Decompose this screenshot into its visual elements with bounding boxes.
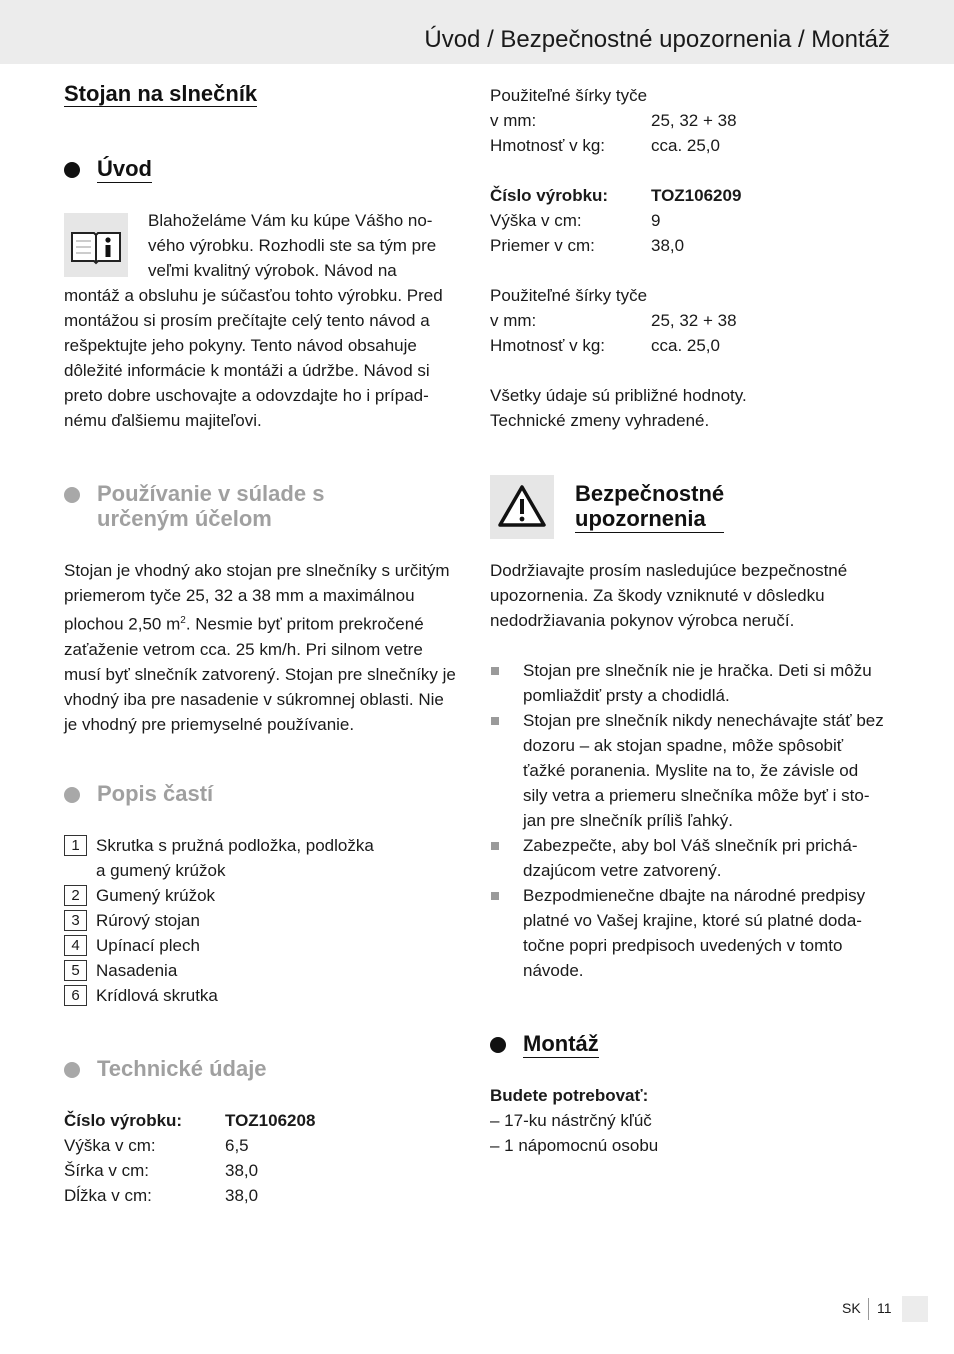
intro-line: preto dobre uschovajte a odovzdajte ho i prípad- xyxy=(64,386,429,405)
bullet-line: pomliaždiť prsty a chodidlá. xyxy=(523,686,730,705)
usage-heading-text xyxy=(97,481,324,531)
tech-value: TOZ106209 xyxy=(651,186,742,205)
assembly-needs xyxy=(490,1083,890,1158)
tech-value: 25, 32 + 38 xyxy=(651,111,737,130)
tech-product-1 xyxy=(64,1108,464,1208)
assembly-heading-text: Montáž xyxy=(523,1031,599,1056)
bullet-line: platné vo Vašej krajine, ktoré sú platné doda- xyxy=(523,911,862,930)
safety-heading-line: Bezpečnostné xyxy=(575,481,725,506)
tech-key: Hmotnosť v kg: xyxy=(490,136,606,155)
part-item xyxy=(64,983,464,1008)
section-dot xyxy=(64,487,80,503)
intro-line: rešpektujte jeho pokyny. Tento návod obsahuje xyxy=(64,336,417,355)
tech-row xyxy=(490,208,890,233)
bullet-square-icon xyxy=(491,717,499,725)
section-dot xyxy=(64,162,80,178)
part-label: a gumený krúžok xyxy=(96,861,226,880)
intro-line: nému ďalšiemu majiteľovi. xyxy=(64,411,262,430)
safety-intro-line: Dodržiavajte prosím nasledujúce bezpečnostné xyxy=(490,561,848,580)
assembly-heading xyxy=(490,1031,599,1058)
usage-line: Stojan je vhodný ako stojan pre slnečníky s určitým xyxy=(64,561,450,580)
part-item xyxy=(64,933,464,958)
usage-line: vhodný iba pre nasadenie v súkromnej oblasti. Nie xyxy=(64,689,444,709)
tech-usable-label: Použiteľné šírky tyče xyxy=(490,86,648,105)
bullet-line: Bezpodmienečne dbajte na národné predpisy xyxy=(523,886,866,905)
doc-title: Stojan na slnečník xyxy=(64,81,258,106)
part-item xyxy=(64,908,464,933)
part-number: 5 xyxy=(64,960,87,981)
bullet-line: návode. xyxy=(523,961,584,980)
tech-row xyxy=(490,308,890,333)
tech-value: cca. 25,0 xyxy=(651,336,720,355)
tech-key: v mm: xyxy=(490,111,537,130)
part-number: 2 xyxy=(64,885,87,906)
tech-product-2 xyxy=(490,183,890,258)
safety-intro xyxy=(490,558,890,633)
safety-intro-line: nedodržiavania pokynov výrobca neručí. xyxy=(490,611,795,630)
safety-intro-line: upozornenia. Za škody vzniknuté v dôsledku xyxy=(490,586,825,605)
tech-note xyxy=(490,383,890,433)
safety-heading xyxy=(575,481,724,533)
safety-bullet xyxy=(490,708,890,833)
assembly-need-item: – 17-ku nástrčný kľúč xyxy=(490,1111,652,1130)
parts-heading-text: Popis častí xyxy=(97,781,214,806)
tech-row xyxy=(490,233,890,258)
tech-row xyxy=(490,133,890,158)
tech-key: Dĺžka v cm: xyxy=(64,1186,152,1205)
tech-heading-text: Technické údaje xyxy=(97,1056,267,1081)
usage-line: musí byť slnečník zatvorený. Stojan pre slnečníky je xyxy=(64,664,456,684)
usage-line: priemerom tyče 25, 32 a 38 mm a maximálnou xyxy=(64,586,415,605)
tech-note-line: Všetky údaje sú približné hodnoty. xyxy=(490,386,747,405)
tech-product-number xyxy=(64,1108,464,1133)
part-item xyxy=(64,833,464,883)
part-number: 1 xyxy=(64,835,87,856)
tech-value: 38,0 xyxy=(651,236,685,255)
safety-heading-text xyxy=(575,481,724,533)
header-title: Úvod / Bezpečnostné upozornenia / Montáž xyxy=(424,26,890,53)
footer-language: SK xyxy=(842,1300,861,1316)
intro-line: veľmi kvalitný výrobok. Návod na xyxy=(148,261,397,280)
tech-key: Číslo výrobku: xyxy=(64,1111,183,1130)
safety-bullets xyxy=(490,658,890,983)
part-item xyxy=(64,883,464,908)
tech-key: Hmotnosť v kg: xyxy=(490,336,606,355)
part-label: Gumený krúžok xyxy=(96,886,216,905)
assembly-need-item: – 1 nápomocnú osobu xyxy=(490,1136,659,1155)
part-label: Upínací plech xyxy=(96,936,200,955)
safety-bullet xyxy=(490,833,890,883)
usage-line xyxy=(64,608,464,637)
usage-text xyxy=(64,558,464,737)
intro-line: montáž a obsluhu je súčasťou tohto výrobku. Pred xyxy=(64,286,443,305)
warning-triangle-icon xyxy=(490,475,554,539)
bullet-line: jan pre slnečník príliš ľahký. xyxy=(523,811,733,830)
tech-value: cca. 25,0 xyxy=(651,136,720,155)
part-number: 3 xyxy=(64,910,87,931)
tech-value: 6,5 xyxy=(225,1136,249,1155)
tech-key: Výška v cm: xyxy=(490,211,582,230)
usage-area-rest: . Nesmie byť pritom prekročené xyxy=(185,614,424,634)
info-book-icon xyxy=(64,213,128,277)
footer-separator xyxy=(868,1298,869,1320)
bullet-square-icon xyxy=(491,667,499,675)
tech-key: Priemer v cm: xyxy=(490,236,595,255)
bullet-line: Stojan pre slnečník nikdy nenechávajte stáť bez xyxy=(523,711,884,730)
part-number: 4 xyxy=(64,935,87,956)
usage-area: plochou 2,50 m xyxy=(64,614,181,634)
usage-heading-line: určeným účelom xyxy=(97,506,272,531)
part-number: 6 xyxy=(64,985,87,1006)
assembly-needs-label: Budete potrebovať: xyxy=(490,1086,649,1105)
tech-key: Výška v cm: xyxy=(64,1136,156,1155)
tech-note-line: Technické zmeny vyhradené. xyxy=(490,411,710,430)
bullet-square-icon xyxy=(491,842,499,850)
tech-value: TOZ106208 xyxy=(225,1111,316,1130)
intro-text-top xyxy=(148,208,468,283)
tech-heading xyxy=(64,1056,267,1081)
tech-row xyxy=(490,333,890,358)
usage-heading-line: Používanie v súlade s xyxy=(97,481,325,506)
tech-key: Číslo výrobku: xyxy=(490,186,609,205)
footer-box xyxy=(902,1296,928,1322)
part-label: Skrutka s pružná podložka, podložka xyxy=(96,836,374,855)
bullet-line: točne popri predpisoch uvedených v tomto xyxy=(523,936,843,955)
tech-row xyxy=(64,1133,464,1158)
bullet-line: ťažké poranenia. Myslite na to, že závisle od xyxy=(523,761,859,780)
section-dot xyxy=(64,1062,80,1078)
safety-bullet xyxy=(490,658,890,708)
tech-key: v mm: xyxy=(490,311,537,330)
intro-line: montážou si prosím prečítajte celý tento návod a xyxy=(64,311,430,330)
section-dot xyxy=(64,787,80,803)
tech-value: 38,0 xyxy=(225,1186,259,1205)
intro-heading-text: Úvod xyxy=(97,156,152,181)
parts-heading xyxy=(64,781,213,806)
tech-product-2-cont xyxy=(490,283,890,358)
bullet-line: Zabezpečte, aby bol Váš slnečník pri prichá- xyxy=(523,836,858,855)
doc-title-wrap xyxy=(64,80,257,108)
parts-list xyxy=(64,833,464,1008)
tech-product-1-cont xyxy=(490,83,890,158)
intro-line: vého výrobku. Rozhodli ste sa tým pre xyxy=(148,236,437,255)
bullet-line: dozoru – ak stojan spadne, môže spôsobiť xyxy=(523,736,844,755)
warning-icon-wrap xyxy=(490,475,554,539)
intro-line: Blahoželáme Vám ku kúpe Vášho no- xyxy=(148,211,433,230)
bullet-line: dzajúcom vetre zatvorený. xyxy=(523,861,722,880)
info-icon-wrap xyxy=(64,213,128,277)
intro-line: dôležité informácie k montáži a údržbe. Návod si xyxy=(64,361,430,380)
footer-page-number: 11 xyxy=(877,1300,892,1316)
part-label: Krídlová skrutka xyxy=(96,986,218,1005)
usage-sup: 2 xyxy=(180,615,186,626)
intro-text-bottom xyxy=(64,283,464,433)
usage-line: zaťaženie vetrom cca. 25 km/h. Pri silnom vetre xyxy=(64,639,423,659)
bullet-square-icon xyxy=(491,892,499,900)
tech-row xyxy=(490,108,890,133)
safety-heading-line: upozornenia xyxy=(575,506,706,531)
section-dot xyxy=(490,1037,506,1053)
tech-usable-label: Použiteľné šírky tyče xyxy=(490,286,648,305)
tech-value: 38,0 xyxy=(225,1161,259,1180)
part-label: Rúrový stojan xyxy=(96,911,200,930)
intro-heading xyxy=(64,156,152,183)
tech-value: 25, 32 + 38 xyxy=(651,311,737,330)
part-label: Nasadenia xyxy=(96,961,178,980)
tech-value: 9 xyxy=(651,211,661,230)
tech-row xyxy=(64,1183,464,1208)
tech-product-number xyxy=(490,183,890,208)
safety-bullet xyxy=(490,883,890,983)
tech-row xyxy=(64,1158,464,1183)
part-item xyxy=(64,958,464,983)
usage-line: je vhodný pre priemyselné používanie. xyxy=(64,714,355,734)
tech-key: Šírka v cm: xyxy=(64,1161,150,1180)
bullet-line: Stojan pre slnečník nie je hračka. Deti si môžu xyxy=(523,661,872,680)
bullet-line: sily vetra a priemeru slnečníka môže byť i sto- xyxy=(523,786,870,805)
usage-heading xyxy=(64,481,324,531)
